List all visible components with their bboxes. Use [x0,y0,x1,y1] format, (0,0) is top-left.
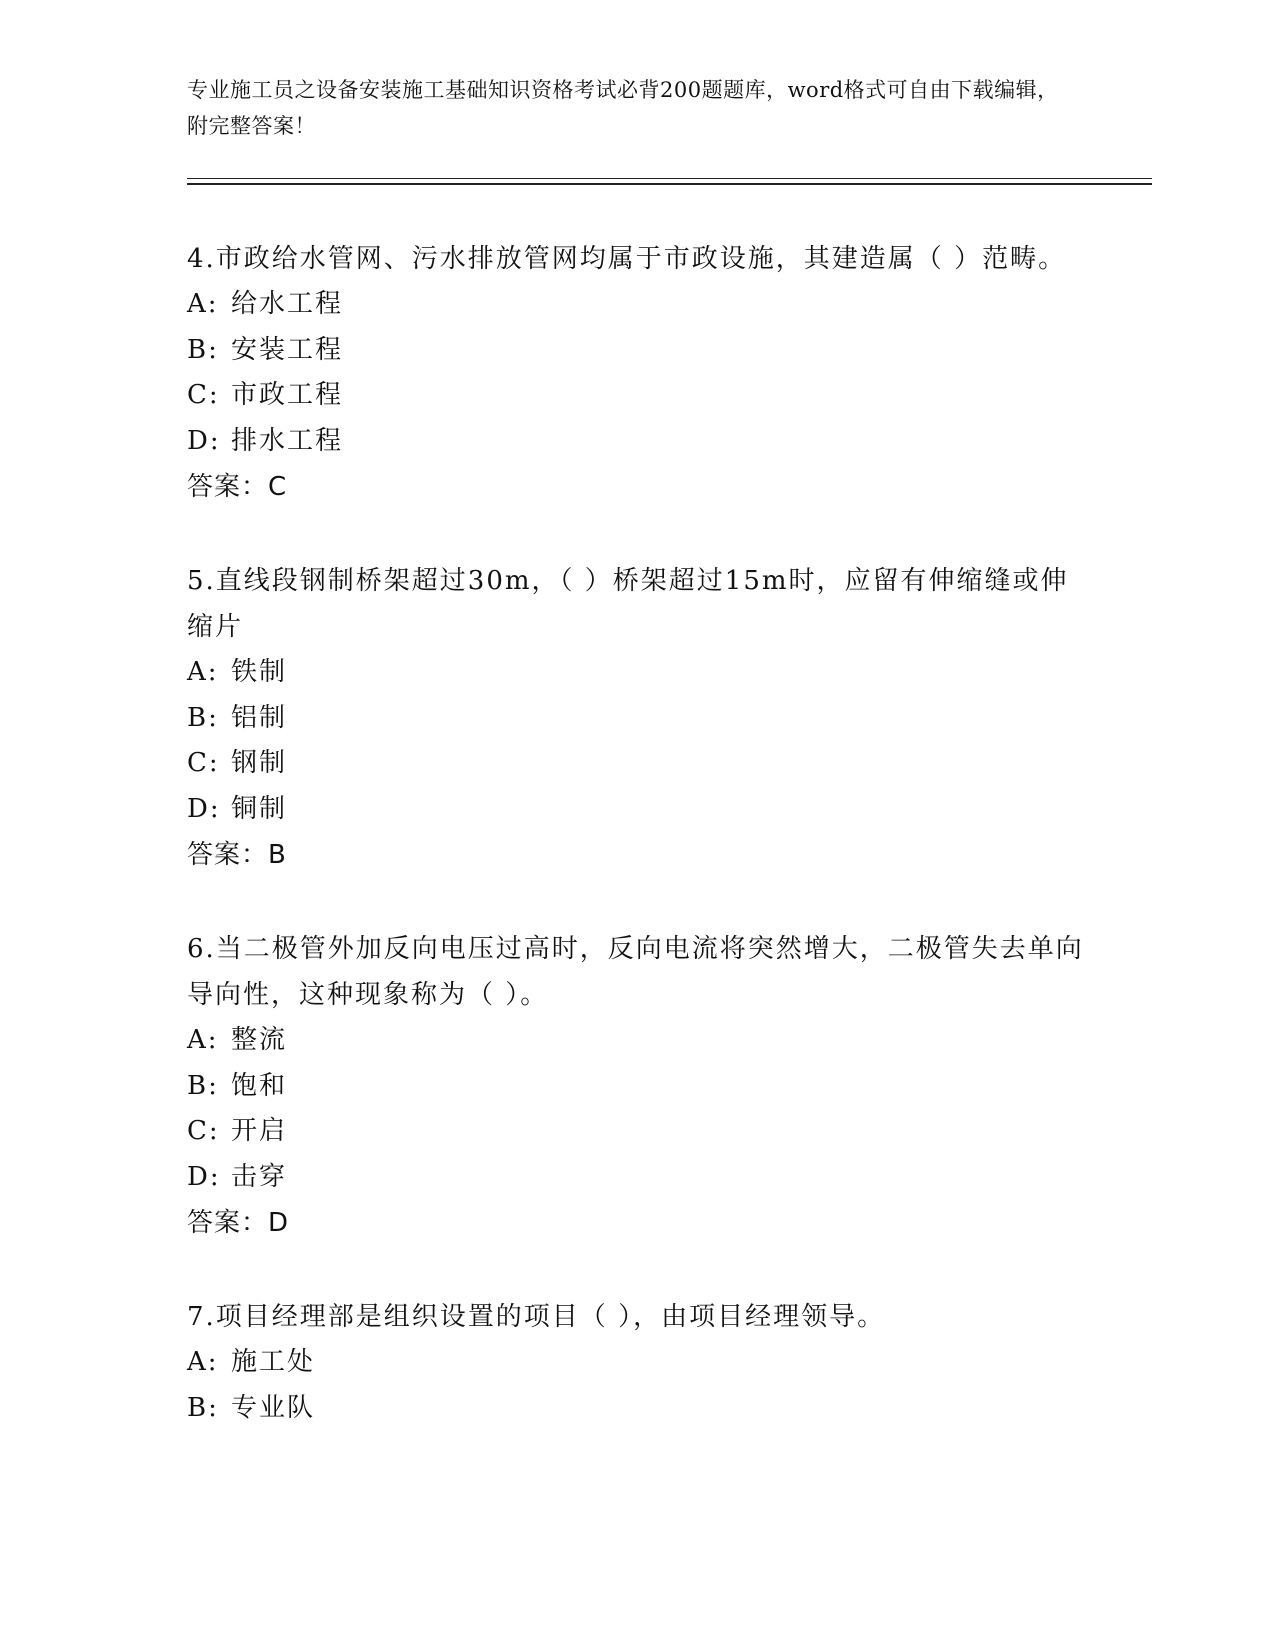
option-text: 排水工程 [231,425,344,456]
answer-option [187,1109,1087,1155]
question-stem: 5.直线段钢制桥架超过30m，（ ）桥架超过15m时，应留有伸缩缝或伸缩片 [187,566,1069,642]
option-letter: D: [187,793,221,824]
option-letter: D: [187,425,221,456]
option-text: 铝制 [231,702,288,733]
option-text: 施工处 [231,1347,316,1377]
option-letter: A: [187,289,219,319]
option-letter: C: [187,380,220,410]
answer-option [187,1386,1087,1432]
option-letter: B: [187,1392,219,1423]
question-block [187,926,1087,1246]
option-text: 击穿 [231,1161,288,1192]
question-stem: 6.当二极管外加反向电压过高时，反向电流将突然增大，二极管失去单向导向性，这种现象称为（ ）。 [187,934,1084,1010]
answer-option [187,1018,1087,1064]
option-letter: C: [187,1116,220,1146]
question-stem: 7.项目经理部是组织设置的项目（ ），由项目经理领导。 [187,1302,886,1332]
option-text: 铜制 [231,793,288,824]
option-letter: A: [187,1347,219,1377]
answer-option [187,328,1087,374]
option-text: 给水工程 [231,289,344,319]
answer-option [187,373,1087,419]
answer-option [187,419,1087,465]
option-letter: A: [187,1025,219,1055]
header-rule-thin [187,178,1152,179]
option-text: 整流 [231,1025,288,1055]
option-text: 市政工程 [231,380,344,410]
option-text: 钢制 [231,748,288,778]
option-letter: C: [187,748,220,778]
answer-option [187,282,1087,328]
answer-option [187,696,1087,742]
question-stem: 4.市政给水管网、污水排放管网均属于市政设施，其建造属（ ）范畴。 [187,244,1067,274]
document-header: 专业施工员之设备安装施工基础知识资格考试必背200题题库，word格式可自由下载编辑，附完整答案！ [187,78,1059,138]
answer-key: 答案：D [187,1208,290,1238]
question-block [187,558,1087,878]
option-text: 铁制 [231,657,288,687]
answer-option [187,1064,1087,1110]
option-letter: A: [187,657,219,687]
option-text: 开启 [231,1116,288,1146]
option-text: 饱和 [231,1070,288,1101]
answer-key: 答案：C [187,472,288,502]
answer-option [187,650,1087,696]
answer-key: 答案：B [187,840,287,870]
header-rule-thick [187,183,1152,185]
answer-option [187,1155,1087,1201]
question-block [187,1294,1087,1431]
option-letter: B: [187,702,219,733]
question-block [187,236,1087,510]
option-text: 专业队 [231,1392,316,1423]
answer-option [187,1340,1087,1386]
answer-option [187,787,1087,833]
option-letter: B: [187,1070,219,1101]
question-list [187,236,1087,1479]
option-text: 安装工程 [231,334,344,365]
option-letter: D: [187,1161,221,1192]
option-letter: B: [187,334,219,365]
answer-option [187,741,1087,787]
